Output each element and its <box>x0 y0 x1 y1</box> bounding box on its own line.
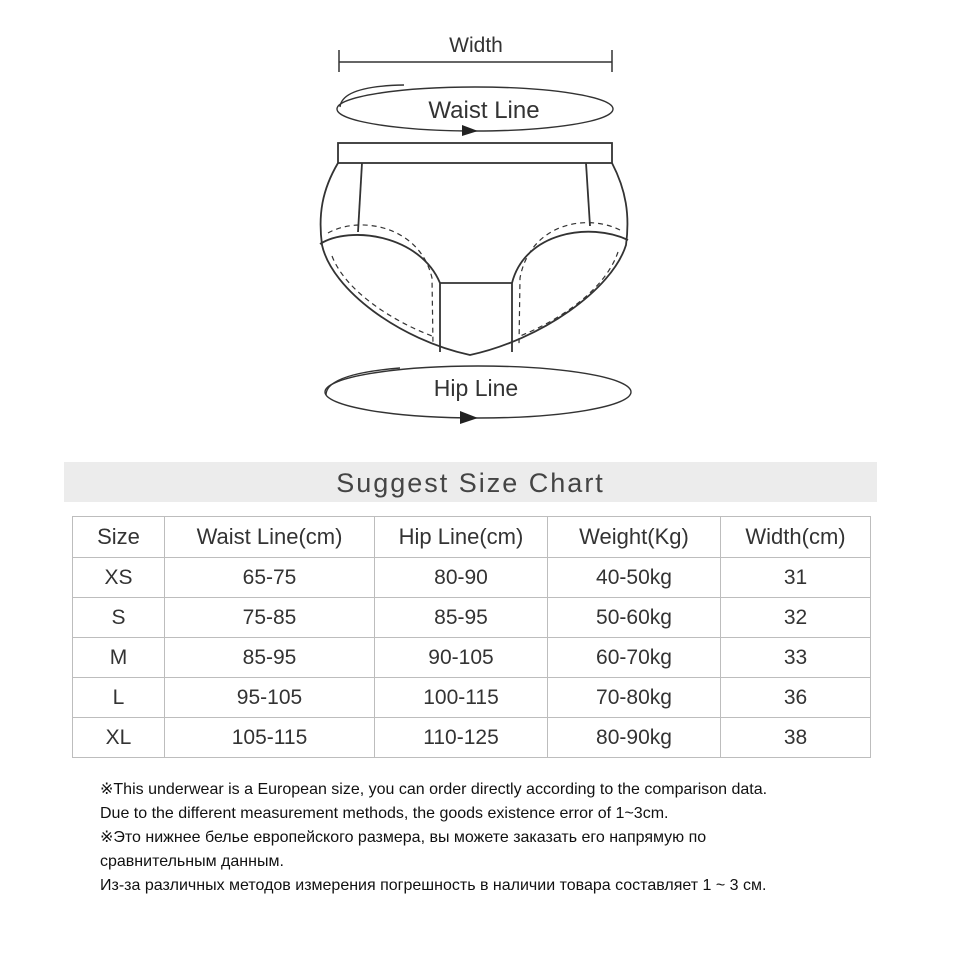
cell-weight: 70-80kg <box>548 678 721 718</box>
cell-width: 33 <box>721 638 871 678</box>
size-notes <box>100 778 900 898</box>
table-row <box>73 598 871 638</box>
cell-width: 31 <box>721 558 871 598</box>
cell-weight: 40-50kg <box>548 558 721 598</box>
header-size: Size <box>73 517 165 558</box>
note-line: ※Это нижнее белье европейского размера, вы можете заказать его напрямую по <box>100 829 707 846</box>
table-row <box>73 638 871 678</box>
hip-line-label: Hip Line <box>433 375 519 401</box>
cell-size: XS <box>73 558 165 598</box>
cell-hip: 80-90 <box>375 558 548 598</box>
note-line: сравнительным данным. <box>100 853 284 870</box>
cell-size: L <box>73 678 165 718</box>
note-line: ※This underwear is a European size, you can order directly according to the comparison data. <box>100 781 768 798</box>
cell-width: 38 <box>721 718 871 758</box>
note-line: Due to the different measurement methods, the goods existence error of 1~3cm. <box>100 805 669 822</box>
cell-waist: 95-105 <box>165 678 375 718</box>
size-table <box>72 516 871 758</box>
underwear-measurement-diagram <box>0 0 960 460</box>
cell-weight: 50-60kg <box>548 598 721 638</box>
cell-width: 36 <box>721 678 871 718</box>
cell-size: M <box>73 638 165 678</box>
note-line: Из-за различных методов измерения погрешность в наличии товара составляет 1 ~ 3 см. <box>100 877 767 894</box>
table-row <box>73 558 871 598</box>
waist-line-label: Waist Line <box>428 97 540 124</box>
cell-weight: 80-90kg <box>548 718 721 758</box>
size-chart-title: Suggest Size Chart <box>336 468 605 498</box>
width-label: Width <box>449 34 503 57</box>
table-row <box>73 678 871 718</box>
header-hip-line: Hip Line(cm) <box>375 517 548 558</box>
size-chart-banner <box>64 462 877 502</box>
underwear-outline <box>320 143 628 355</box>
table-header-row <box>73 517 871 558</box>
header-width: Width(cm) <box>721 517 871 558</box>
header-weight: Weight(Kg) <box>548 517 721 558</box>
cell-waist: 105-115 <box>165 718 375 758</box>
cell-hip: 110-125 <box>375 718 548 758</box>
cell-waist: 85-95 <box>165 638 375 678</box>
cell-size: XL <box>73 718 165 758</box>
cell-size: S <box>73 598 165 638</box>
cell-hip: 85-95 <box>375 598 548 638</box>
cell-waist: 65-75 <box>165 558 375 598</box>
cell-waist: 75-85 <box>165 598 375 638</box>
table-row <box>73 718 871 758</box>
header-waist-line: Waist Line(cm) <box>165 517 375 558</box>
cell-weight: 60-70kg <box>548 638 721 678</box>
cell-hip: 100-115 <box>375 678 548 718</box>
cell-width: 32 <box>721 598 871 638</box>
cell-hip: 90-105 <box>375 638 548 678</box>
